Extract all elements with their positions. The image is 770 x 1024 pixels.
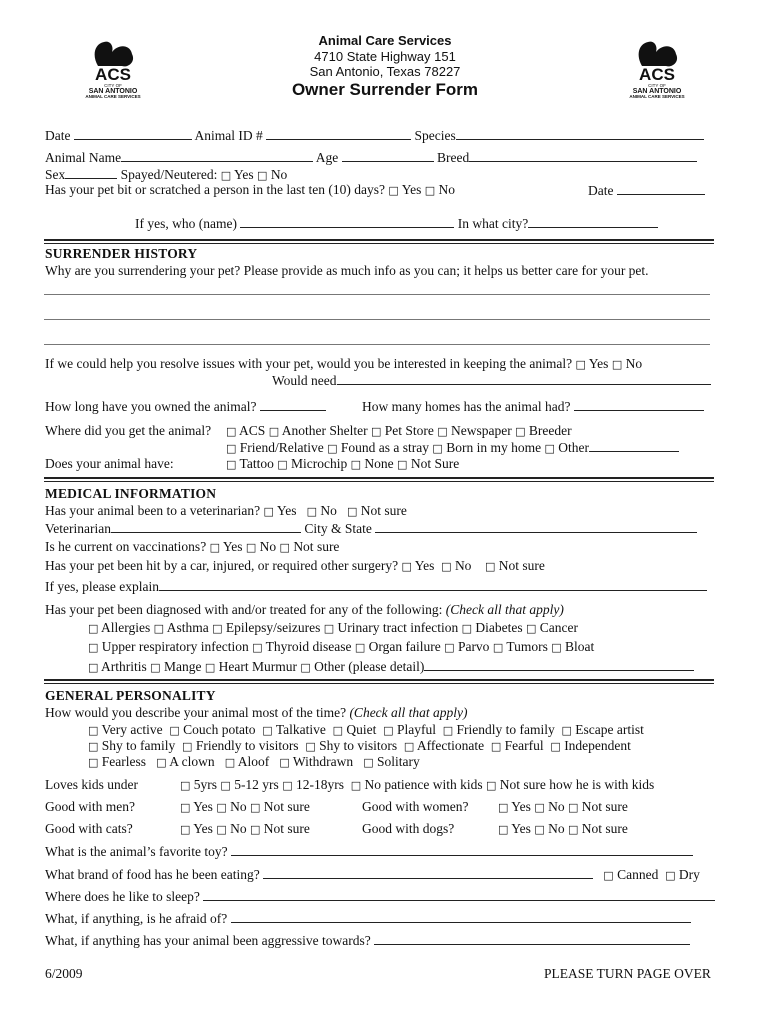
checkbox-icon[interactable]: □ — [88, 724, 99, 737]
checkbox-icon[interactable]: □ — [370, 425, 382, 438]
checkbox-icon[interactable]: □ — [332, 724, 344, 737]
checkbox-icon[interactable]: □ — [150, 661, 161, 674]
checkbox-icon[interactable]: □ — [226, 442, 237, 455]
vet-row: Veterinarian City & State — [45, 520, 697, 537]
org-name: Animal Care Services — [318, 33, 452, 48]
checkbox-icon[interactable]: □ — [204, 661, 216, 674]
checkbox-icon[interactable]: □ — [327, 442, 338, 455]
checkbox-icon[interactable]: □ — [306, 505, 317, 518]
checkbox-icon[interactable]: □ — [665, 869, 676, 882]
city-state-field[interactable] — [375, 520, 697, 533]
sex-field[interactable] — [65, 166, 117, 179]
checkbox-icon[interactable]: □ — [263, 505, 274, 518]
animal-id-field[interactable] — [266, 127, 411, 140]
checkbox-icon[interactable]: □ — [403, 740, 415, 753]
checkbox-icon[interactable]: □ — [350, 458, 362, 471]
checkbox-icon[interactable]: □ — [603, 869, 614, 882]
personality-row-1: □ Very active □ Couch potato □ Talkative □ Quiet □ Playful □ Friendly to family □ Escape artist — [88, 722, 644, 737]
checkbox-icon[interactable]: □ — [567, 801, 579, 814]
checkbox-icon[interactable]: □ — [279, 541, 290, 554]
where-options-2: □ Friend/Relative □ Found as a stray □ Born in my home □ Other — [226, 439, 679, 457]
checkbox-icon[interactable]: □ — [88, 641, 99, 654]
checkbox-icon[interactable]: □ — [575, 358, 586, 371]
injury-question: Has your pet been hit by a car, injured, or required other surgery? □ Yes □ No □ Not sure — [45, 558, 545, 573]
checkbox-icon[interactable]: □ — [444, 641, 455, 654]
other-condition-field[interactable] — [424, 658, 694, 671]
vet-question: Has your animal been to a veterinarian? □ Yes □ No □ Not sure — [45, 503, 407, 518]
checkbox-icon[interactable]: □ — [383, 724, 394, 737]
checkbox-icon[interactable]: □ — [534, 823, 545, 836]
checkbox-icon[interactable]: □ — [220, 169, 232, 182]
checkbox-icon[interactable]: □ — [209, 541, 220, 554]
checkbox-icon[interactable]: □ — [180, 823, 191, 836]
checkbox-icon[interactable]: □ — [300, 661, 311, 674]
would-need-row: Would need — [272, 372, 711, 389]
section-divider — [44, 477, 714, 482]
resolve-question: If we could help you resolve issues with your pet, would you be interested in keeping the animal? □ Yes □ No — [45, 356, 643, 371]
dogs-options: □ Yes □ No □ Not sure — [498, 821, 628, 836]
men-options: □ Yes □ No □ Not sure — [180, 799, 310, 814]
checkbox-icon[interactable]: □ — [490, 740, 502, 753]
who-field[interactable] — [240, 215, 454, 228]
answer-line[interactable] — [44, 294, 710, 295]
species-field[interactable] — [456, 127, 704, 140]
section-divider — [44, 239, 714, 244]
bite-question: Has your pet bit or scratched a person in the last ten (10) days? □ Yes □ No — [45, 182, 455, 197]
checkbox-icon[interactable]: □ — [437, 425, 448, 438]
checkbox-icon[interactable]: □ — [245, 541, 257, 554]
checkbox-icon[interactable]: □ — [424, 184, 436, 197]
animal-name-field[interactable] — [121, 149, 313, 162]
checkbox-icon[interactable]: □ — [262, 724, 273, 737]
checkbox-icon[interactable]: □ — [88, 740, 99, 753]
how-long-field[interactable] — [260, 398, 326, 411]
afraid-row: What, if anything, is he afraid of? — [45, 910, 691, 927]
checkbox-icon[interactable]: □ — [485, 779, 497, 792]
checkbox-icon[interactable]: □ — [169, 724, 180, 737]
date-field[interactable] — [74, 127, 192, 140]
checkbox-icon[interactable]: □ — [212, 622, 223, 635]
would-need-field[interactable] — [337, 372, 711, 385]
checkbox-icon[interactable]: □ — [257, 169, 268, 182]
checkbox-icon[interactable]: □ — [277, 458, 288, 471]
address-line-1: 4710 State Highway 151 — [314, 49, 456, 64]
basic-row-1: Date Animal ID # Species — [45, 127, 704, 144]
checkbox-icon[interactable]: □ — [305, 740, 316, 753]
cats-label: Good with cats? — [45, 821, 133, 836]
checkbox-icon[interactable]: □ — [350, 779, 362, 792]
checkbox-icon[interactable]: □ — [282, 779, 293, 792]
personality-row-3: □ Fearless □ A clown □ Aloof □ Withdrawn □ Solitary — [88, 754, 420, 769]
checkbox-icon[interactable]: □ — [354, 641, 366, 654]
personality-question: How would you describe your animal most of the time? (Check all that apply) — [45, 705, 468, 720]
age-field[interactable] — [342, 149, 434, 162]
aggressive-field[interactable] — [374, 932, 690, 945]
dogs-label: Good with dogs? — [362, 821, 455, 836]
checkbox-icon[interactable]: □ — [561, 724, 572, 737]
men-label: Good with men? — [45, 799, 135, 814]
checkbox-icon[interactable]: □ — [279, 756, 290, 769]
checkbox-icon[interactable]: □ — [347, 505, 358, 518]
checkbox-icon[interactable]: □ — [323, 622, 335, 635]
checkbox-icon[interactable]: □ — [484, 560, 496, 573]
toy-row: What is the animal’s favorite toy? — [45, 843, 693, 860]
answer-line[interactable] — [44, 344, 710, 345]
food-field[interactable] — [263, 866, 593, 879]
where-question: Where did you get the animal? — [45, 423, 212, 438]
checkbox-icon[interactable]: □ — [220, 779, 231, 792]
checkbox-icon[interactable]: □ — [226, 458, 237, 471]
checkbox-icon[interactable]: □ — [216, 823, 227, 836]
diagnosis-row-1: □ Allergies □ Asthma □ Epilepsy/seizures □ Urinary tract infection □ Diabetes □ Cancer — [88, 620, 578, 635]
checkbox-icon[interactable]: □ — [88, 756, 99, 769]
svg-text:ANIMAL CARE SERVICES: ANIMAL CARE SERVICES — [85, 94, 141, 99]
afraid-field[interactable] — [231, 910, 691, 923]
svg-text:ACS: ACS — [95, 65, 131, 84]
checkbox-icon[interactable]: □ — [153, 622, 165, 635]
other-source-field[interactable] — [589, 439, 679, 452]
checkbox-icon[interactable]: □ — [363, 756, 374, 769]
bite-date-field[interactable] — [617, 182, 705, 195]
bite-date: Date — [588, 182, 705, 199]
kids-options: □ 5yrs □ 5-12 yrs □ 12-18yrs □ No patience with kids □ Not sure how he is with kids — [180, 777, 655, 792]
checkbox-icon[interactable]: □ — [498, 823, 509, 836]
homes-field[interactable] — [574, 398, 704, 411]
checkbox-icon[interactable]: □ — [442, 724, 454, 737]
city-field[interactable] — [528, 215, 658, 228]
toy-field[interactable] — [231, 843, 693, 856]
veterinarian-field[interactable] — [111, 520, 301, 533]
checkbox-icon[interactable]: □ — [180, 801, 191, 814]
homes-row: How many homes has the animal had? — [362, 398, 704, 415]
checkbox-icon[interactable]: □ — [388, 184, 399, 197]
checkbox-icon[interactable]: □ — [88, 622, 99, 635]
how-long-row: How long have you owned the animal? — [45, 398, 326, 415]
checkbox-icon[interactable]: □ — [216, 801, 227, 814]
bite-who-row: If yes, who (name) In what city? — [135, 215, 658, 232]
svg-text:CITY OF: CITY OF — [648, 83, 666, 88]
checkbox-icon[interactable]: □ — [550, 740, 561, 753]
section-divider — [44, 679, 714, 684]
vaccination-question: Is he current on vaccinations? □ Yes □ No □ Not sure — [45, 539, 340, 554]
checkbox-icon[interactable]: □ — [567, 823, 579, 836]
checkbox-icon[interactable]: □ — [432, 442, 443, 455]
footer-date: 6/2009 — [45, 966, 83, 981]
svg-text:CITY OF: CITY OF — [104, 83, 122, 88]
medical-heading: MEDICAL INFORMATION — [45, 486, 217, 501]
checkbox-icon[interactable]: □ — [224, 756, 236, 769]
breed-field[interactable] — [469, 149, 697, 162]
cats-options: □ Yes □ No □ Not sure — [180, 821, 310, 836]
answer-line[interactable] — [44, 319, 710, 320]
svg-text:ACS: ACS — [639, 65, 675, 84]
svg-text:SAN ANTONIO: SAN ANTONIO — [88, 88, 138, 95]
svg-text:ANIMAL CARE SERVICES: ANIMAL CARE SERVICES — [629, 94, 685, 99]
checkbox-icon[interactable]: □ — [544, 442, 555, 455]
checkbox-icon[interactable]: □ — [226, 425, 237, 438]
checkbox-icon[interactable]: □ — [525, 622, 537, 635]
turn-page-note: PLEASE TURN PAGE OVER — [544, 966, 711, 981]
personality-heading: GENERAL PERSONALITY — [45, 688, 216, 703]
have-question: Does your animal have: — [45, 456, 174, 471]
checkbox-icon[interactable]: □ — [492, 641, 504, 654]
basic-row-2: Animal Name Age Breed — [45, 149, 697, 166]
checkbox-icon[interactable]: □ — [534, 801, 545, 814]
checkbox-icon[interactable]: □ — [461, 622, 472, 635]
checkbox-icon[interactable]: □ — [401, 560, 412, 573]
sleep-row: Where does he like to sleep? — [45, 888, 715, 905]
form-title: Owner Surrender Form — [291, 80, 479, 99]
have-options: □ Tattoo □ Microchip □ None □ Not Sure — [226, 456, 460, 471]
checkbox-icon[interactable]: □ — [182, 740, 193, 753]
svg-text:SAN ANTONIO: SAN ANTONIO — [632, 88, 682, 95]
personality-row-2: □ Shy to family □ Friendly to visitors □ Shy to visitors □ Affectionate □ Fearful □ Independent — [88, 738, 631, 753]
women-options: □ Yes □ No □ Not sure — [498, 799, 628, 814]
checkbox-icon[interactable]: □ — [611, 358, 623, 371]
women-label: Good with women? — [362, 799, 469, 814]
checkbox-icon[interactable]: □ — [180, 779, 191, 792]
aggressive-row: What, if anything has your animal been aggressive towards? — [45, 932, 690, 949]
surrender-heading: SURRENDER HISTORY — [45, 246, 198, 261]
checkbox-icon[interactable]: □ — [551, 641, 562, 654]
diagnosis-question: Has your pet been diagnosed with and/or treated for any of the following: (Check all that apply) — [45, 602, 564, 617]
checkbox-icon[interactable]: □ — [397, 458, 408, 471]
explain-field[interactable] — [159, 578, 707, 591]
kids-label: Loves kids under — [45, 777, 138, 792]
address-line-2: San Antonio, Texas 78227 — [309, 64, 461, 79]
checkbox-icon[interactable]: □ — [249, 823, 261, 836]
explain-row: If yes, please explain — [45, 578, 707, 595]
food-row: What brand of food has he been eating? □ Canned □ Dry — [45, 867, 700, 882]
checkbox-icon[interactable]: □ — [441, 560, 452, 573]
checkbox-icon[interactable]: □ — [515, 425, 526, 438]
checkbox-icon[interactable]: □ — [268, 425, 280, 438]
where-options-1: □ ACS □ Another Shelter □ Pet Store □ Newspaper □ Breeder — [226, 423, 572, 438]
checkbox-icon[interactable]: □ — [249, 801, 261, 814]
checkbox-icon[interactable]: □ — [252, 641, 263, 654]
checkbox-icon[interactable]: □ — [498, 801, 509, 814]
checkbox-icon[interactable]: □ — [156, 756, 167, 769]
checkbox-icon[interactable]: □ — [88, 661, 99, 674]
surrender-why: Why are you surrendering your pet? Please provide as much info as you can; it helps us better care for your pet. — [45, 263, 649, 278]
sleep-field[interactable] — [203, 888, 715, 901]
diagnosis-row-3: □ Arthritis □ Mange □ Heart Murmur □ Other (please detail) — [88, 658, 694, 676]
diagnosis-row-2: □ Upper respiratory infection □ Thyroid disease □ Organ failure □ Parvo □ Tumors □ Bloat — [88, 639, 595, 654]
basic-row-3: Sex Spayed/Neutered: □ Yes □ No — [45, 167, 288, 182]
